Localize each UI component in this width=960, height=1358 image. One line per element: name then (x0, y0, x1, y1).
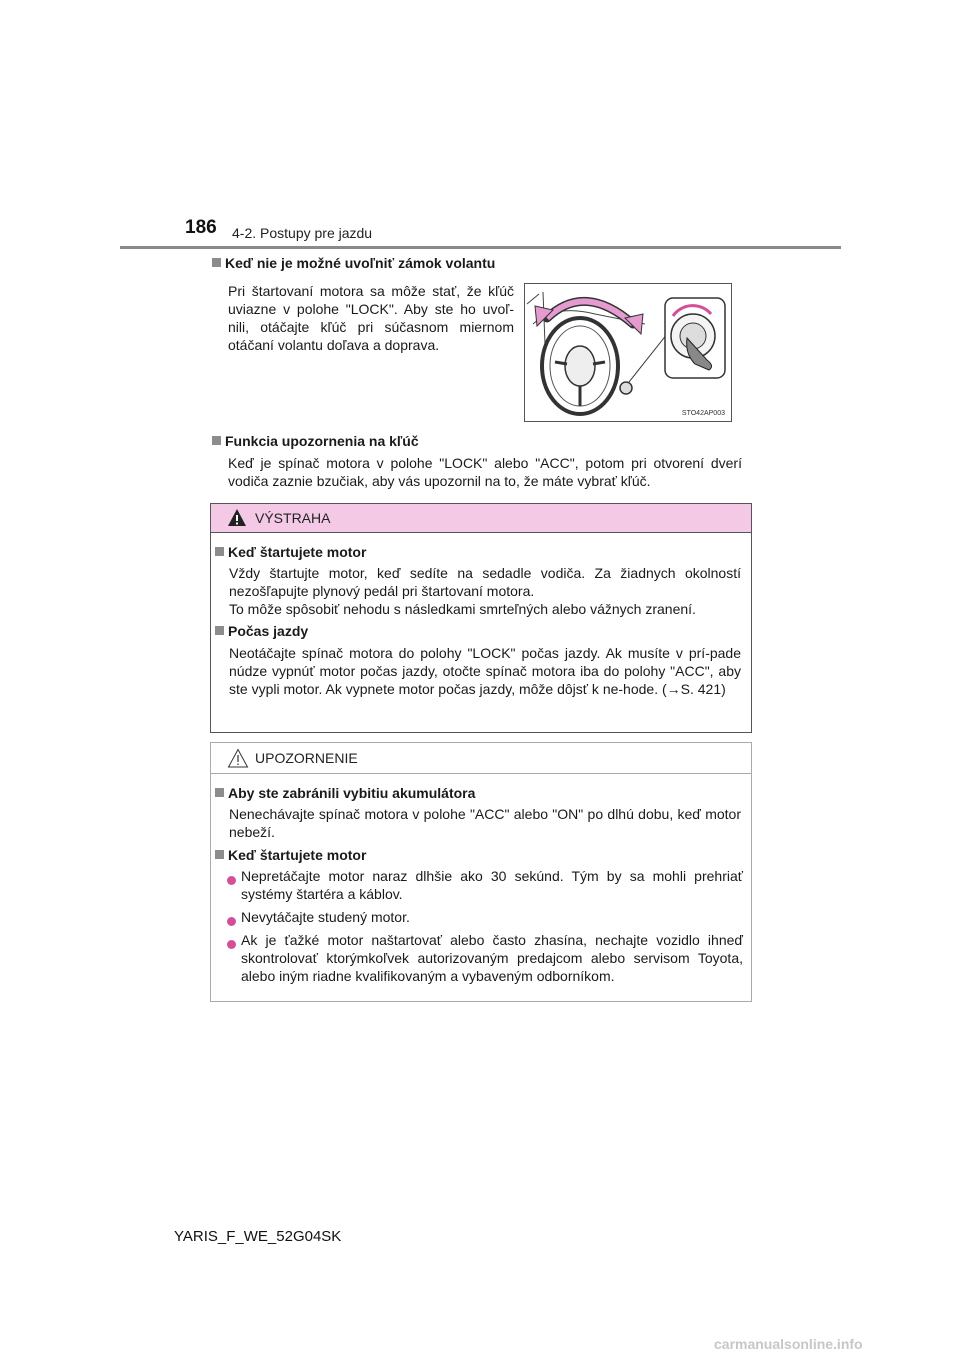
notice-label: UPOZORNENIE (255, 750, 358, 766)
notice-heading-start: Keď štartujete motor (215, 847, 366, 863)
warning-box (210, 503, 752, 733)
warning-text-start: Vždy štartujte motor, keď sedíte na sedadle vodiča. Za žiadnych okolností nezošľapujte plynový pedál pri štartovaní motora. To môže spôsobiť nehodu s následkami smrteľných alebo vážnych zranení. (229, 565, 741, 617)
square-bullet-icon (215, 547, 224, 556)
square-bullet-icon (212, 258, 221, 267)
warning-triangle-icon (227, 508, 247, 527)
notice-bullet-marker (227, 936, 236, 954)
watermark: carmanualsonline.info (714, 1336, 863, 1352)
notice-bullet-text: Nepretáčajte motor naraz dlhšie ako 30 sekúnd. Tým by sa mohli prehriať systémy štartéra a káblov. (241, 868, 743, 902)
document-code: YARIS_F_WE_52G04SK (174, 1228, 342, 1245)
bullet-dot-icon (227, 876, 236, 885)
warning-text-driving: Neotáčajte spínač motora do polohy "LOCK" počas jazdy. Ak musíte v prí-pade núdze vypnúť motor počas jazdy, otočte spínač motora iba do polohy "ACC", aby ste vypli motor. Ak vypnete motor počas jazdy, môže dôjsť k ne-hode. (→S. 421) (229, 645, 741, 697)
square-bullet-icon (215, 788, 224, 797)
section-heading-key-reminder: Funkcia upozornenia na kľúč (212, 433, 419, 449)
bullet-dot-icon (227, 940, 236, 949)
warning-heading-driving: Počas jazdy (215, 623, 308, 639)
notice-header (211, 743, 751, 774)
square-bullet-icon (212, 436, 221, 445)
section-text-steering-lock: Pri štartovaní motora sa môže stať, že kľúč uviazne v polohe "LOCK". Aby ste ho uvoľ-nili, otáčajte kľúč pri súčasnom miernom otáčaní volantu doľava a doprava. (228, 283, 514, 353)
warning-header (211, 504, 751, 533)
header-divider (120, 246, 841, 249)
notice-bullet-marker (227, 872, 236, 890)
bullet-dot-icon (227, 917, 236, 926)
notice-box (210, 742, 752, 1002)
section-text-key-reminder: Keď je spínač motora v polohe "LOCK" alebo "ACC", potom pri otvorení dverí vodiča zaznie bzučiak, aby vás upozornil na to, že máte vybrať kľúč. (228, 455, 742, 489)
steering-key-icon (525, 284, 731, 421)
caution-triangle-icon (227, 748, 249, 768)
notice-bullet-text: Ak je ťažké motor naštartovať alebo často zhasína, nechajte vozidlo ihneď skontrolovať ktorýmkoľvek autorizovaným predajcom alebo servisom Toyota, alebo iným riadne kvalifikovaným a vybaveným odborníkom. (241, 932, 743, 984)
section-heading-steering-lock: Keď nie je možné uvoľniť zámok volantu (212, 255, 495, 271)
square-bullet-icon (215, 626, 224, 635)
square-bullet-icon (215, 850, 224, 859)
notice-text-battery: Nenechávajte spínač motora v polohe "ACC" alebo "ON" po dlhú dobu, keď motor nebeží. (229, 806, 741, 840)
steering-wheel-illustration (524, 283, 732, 422)
notice-heading-battery: Aby ste zabránili vybitiu akumulátora (215, 785, 475, 801)
warning-heading-start: Keď štartujete motor (215, 544, 366, 560)
notice-bullet-text: Nevytáčajte studený motor. (241, 909, 410, 925)
warning-label: VÝSTRAHA (255, 510, 331, 526)
notice-bullet-marker (227, 913, 236, 931)
figure-code: STO42AP003 (681, 410, 725, 417)
section-title: 4-2. Postupy pre jazdu (232, 225, 373, 241)
page-number: 186 (185, 217, 217, 238)
